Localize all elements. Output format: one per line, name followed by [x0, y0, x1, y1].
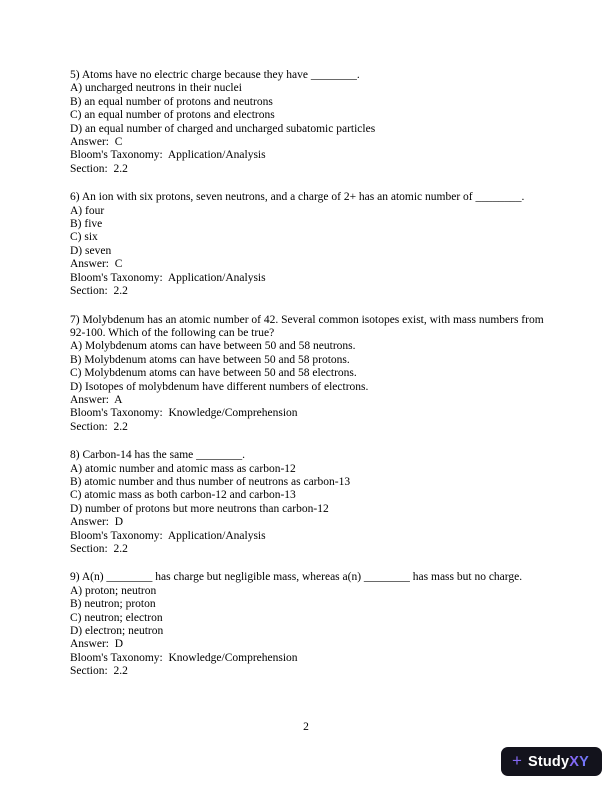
question-block — [70, 313, 547, 435]
answer-line: Answer: A — [70, 393, 123, 406]
plus-icon: + — [512, 751, 522, 770]
question-block — [70, 571, 544, 678]
choice-a: A) Molybdenum atoms can have between 50 and 58 neutrons. — [70, 340, 356, 353]
choice-c: C) an equal number of protons and electrons — [70, 109, 275, 122]
question-block — [70, 191, 544, 298]
studyxy-logo — [501, 747, 602, 776]
choice-c: C) six — [70, 231, 98, 244]
choice-a: A) proton; neutron — [70, 584, 157, 597]
section-line: Section: 2.2 — [70, 420, 128, 433]
choice-b: B) atomic number and thus number of neutrons as carbon-13 — [70, 475, 351, 488]
choice-b: B) neutron; proton — [70, 598, 156, 611]
answer-line: Answer: C — [70, 258, 123, 271]
choice-d: D) electron; neutron — [70, 625, 164, 638]
brand-wordmark — [528, 753, 589, 771]
question-block — [70, 449, 544, 556]
brand-xy-text: XY — [569, 753, 589, 770]
bloom-taxonomy-line: Bloom's Taxonomy: Application/Analysis — [70, 529, 266, 542]
choice-c: C) atomic mass as both carbon-12 and carbon-13 — [70, 489, 296, 502]
page-number: 2 — [303, 721, 309, 733]
choice-a: A) four — [70, 204, 105, 217]
bloom-taxonomy-line: Bloom's Taxonomy: Knowledge/Comprehension — [70, 407, 298, 420]
section-line: Section: 2.2 — [70, 665, 128, 678]
choice-c: C) neutron; electron — [70, 611, 163, 624]
choice-a: A) uncharged neutrons in their nuclei — [70, 82, 242, 95]
bloom-taxonomy-line: Bloom's Taxonomy: Knowledge/Comprehension — [70, 651, 298, 664]
question-block — [70, 69, 544, 176]
question-prompt: 6) An ion with six protons, seven neutrons, and a charge of 2+ has an atomic number of ________. — [70, 191, 525, 204]
section-line: Section: 2.2 — [70, 285, 128, 298]
section-line: Section: 2.2 — [70, 543, 128, 555]
bloom-taxonomy-line: Bloom's Taxonomy: Application/Analysis — [70, 149, 266, 162]
question-prompt: 7) Molybdenum has an atomic number of 42. Several common isotopes exist, with mass numbers from 92-100. Which of the following can be true? — [70, 313, 547, 339]
choice-b: B) Molybdenum atoms can have between 50 and 58 protons. — [70, 353, 350, 366]
choice-b: B) five — [70, 218, 103, 231]
choice-a: A) atomic number and atomic mass as carbon-12 — [70, 462, 296, 475]
question-prompt: 9) A(n) ________ has charge but negligible mass, whereas a(n) ________ has mass but no charge. — [70, 571, 523, 584]
question-prompt: 8) Carbon-14 has the same ________. — [70, 449, 246, 462]
choice-c: C) Molybdenum atoms can have between 50 and 58 electrons. — [70, 367, 357, 380]
questions-list — [70, 69, 547, 694]
choice-d: D) number of protons but more neutrons than carbon-12 — [70, 502, 329, 515]
section-line: Section: 2.2 — [70, 162, 128, 175]
choice-d: D) an equal number of charged and uncharged subatomic particles — [70, 122, 376, 135]
answer-line: Answer: C — [70, 136, 123, 149]
choice-d: D) Isotopes of molybdenum have different numbers of electrons. — [70, 380, 369, 393]
brand-study-text: Study — [527, 753, 570, 770]
choice-b: B) an equal number of protons and neutrons — [70, 95, 273, 108]
answer-line: Answer: D — [70, 638, 124, 651]
answer-line: Answer: D — [70, 516, 124, 529]
question-prompt: 5) Atoms have no electric charge because they have ________. — [70, 69, 360, 81]
bloom-taxonomy-line: Bloom's Taxonomy: Application/Analysis — [70, 271, 266, 284]
choice-d: D) seven — [70, 244, 112, 257]
